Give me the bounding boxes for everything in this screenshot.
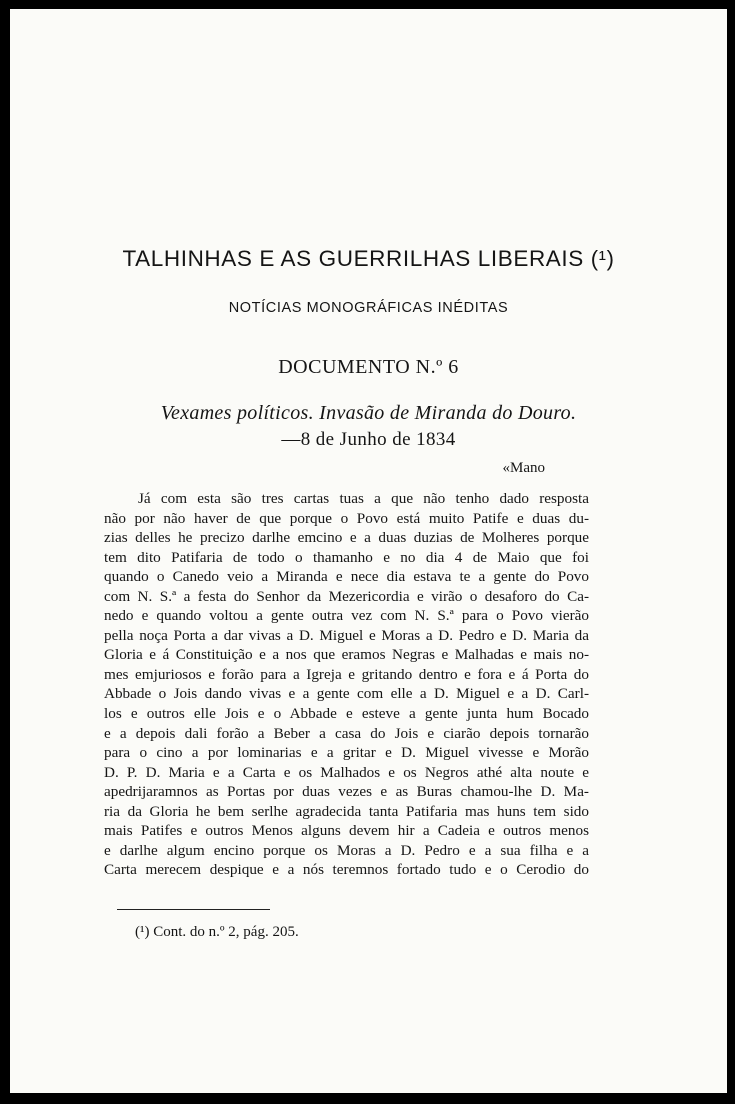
letter-body <box>104 489 589 880</box>
footnote: (¹) Cont. do n.º 2, pág. 205. <box>135 924 299 940</box>
body-line: Carta merecem despique e a nós teremnos fortado tudo e o Cerodio do <box>104 861 589 879</box>
body-line: ria da Gloria he bem serlhe agradecida tanta Patifaria mas huns tem sido <box>104 802 589 820</box>
subtitle: NOTÍCIAS MONOGRÁFICAS INÉDITAS <box>228 300 509 316</box>
caption-date-line: —8 de Junho de 1834 <box>281 429 456 450</box>
body-line: e a depois dali forão a Beber a casa do Jois e ciarão depois tornarão <box>104 724 589 742</box>
document-page <box>10 9 727 1093</box>
body-line: mes emjuriosos e forão para a Igreja e gritando dentro e fora e á Porta do <box>104 665 589 683</box>
page-title <box>10 246 727 272</box>
body-line: mais Patifes e outros Menos alguns devem hir a Cadeia e outros menos <box>104 822 589 840</box>
title-text: TALHINHAS E AS GUERRILHAS LIBERAIS <box>122 246 584 271</box>
body-line: Já com esta são tres cartas tuas a que não tenho dado resposta <box>138 490 589 507</box>
title-footnote-marker: (¹) <box>590 246 615 271</box>
body-line: zias delles he precizo darlhe emcino e a duas duzias de Molheres porque <box>104 529 589 547</box>
document-heading: DOCUMENTO N.º 6 <box>278 356 459 378</box>
body-line: para o cino a por lominarias e a gritar e D. Miguel vivesse e Morão <box>104 744 589 762</box>
body-line: com N. S.ª a festa do Senhor da Mezericordia e virão o desaforo do Ca- <box>104 587 589 605</box>
body-line: pella noça Porta a dar vivas a D. Miguel e Moras a D. Pedro e D. Maria da <box>104 626 589 644</box>
body-line: quando o Canedo veio a Miranda e nece dia estava te a gente do Povo <box>104 568 589 586</box>
footnote-divider <box>117 909 270 910</box>
body-line: los e outros elle Jois e o Abbade e esteve a gente junta hum Bocado <box>104 705 589 723</box>
body-line: nedo e quando voltou a gente outra vez com N. S.ª para o Povo vierão <box>104 607 589 625</box>
body-line: Abbade o Jois dando vivas e a gente com elle a D. Miguel e a D. Carl- <box>104 685 589 703</box>
letter-greeting: «Mano <box>502 460 545 476</box>
body-line: tem dito Patifaria de todo o thamanho e no dia 4 de Maio que foi <box>104 548 589 566</box>
body-line: apedrijaramnos as Portas por duas vezes e as Buras chamou-lhe D. Ma- <box>104 783 589 801</box>
body-line: Gloria e á Constituição e a nos que eramos Negras e Malhadas e mais no- <box>104 646 589 664</box>
body-line: não por não haver de que porque o Povo está muito Patife e duas du- <box>104 509 589 527</box>
body-line: e darlhe algum encino porque os Moras a D. Pedro e a sua filha e a <box>104 841 589 859</box>
caption-italic-line: Vexames políticos. Invasão de Miranda do Douro. <box>160 402 577 424</box>
body-line: D. P. D. Maria e a Carta e os Malhados e os Negros athé alta noute e <box>104 763 589 781</box>
